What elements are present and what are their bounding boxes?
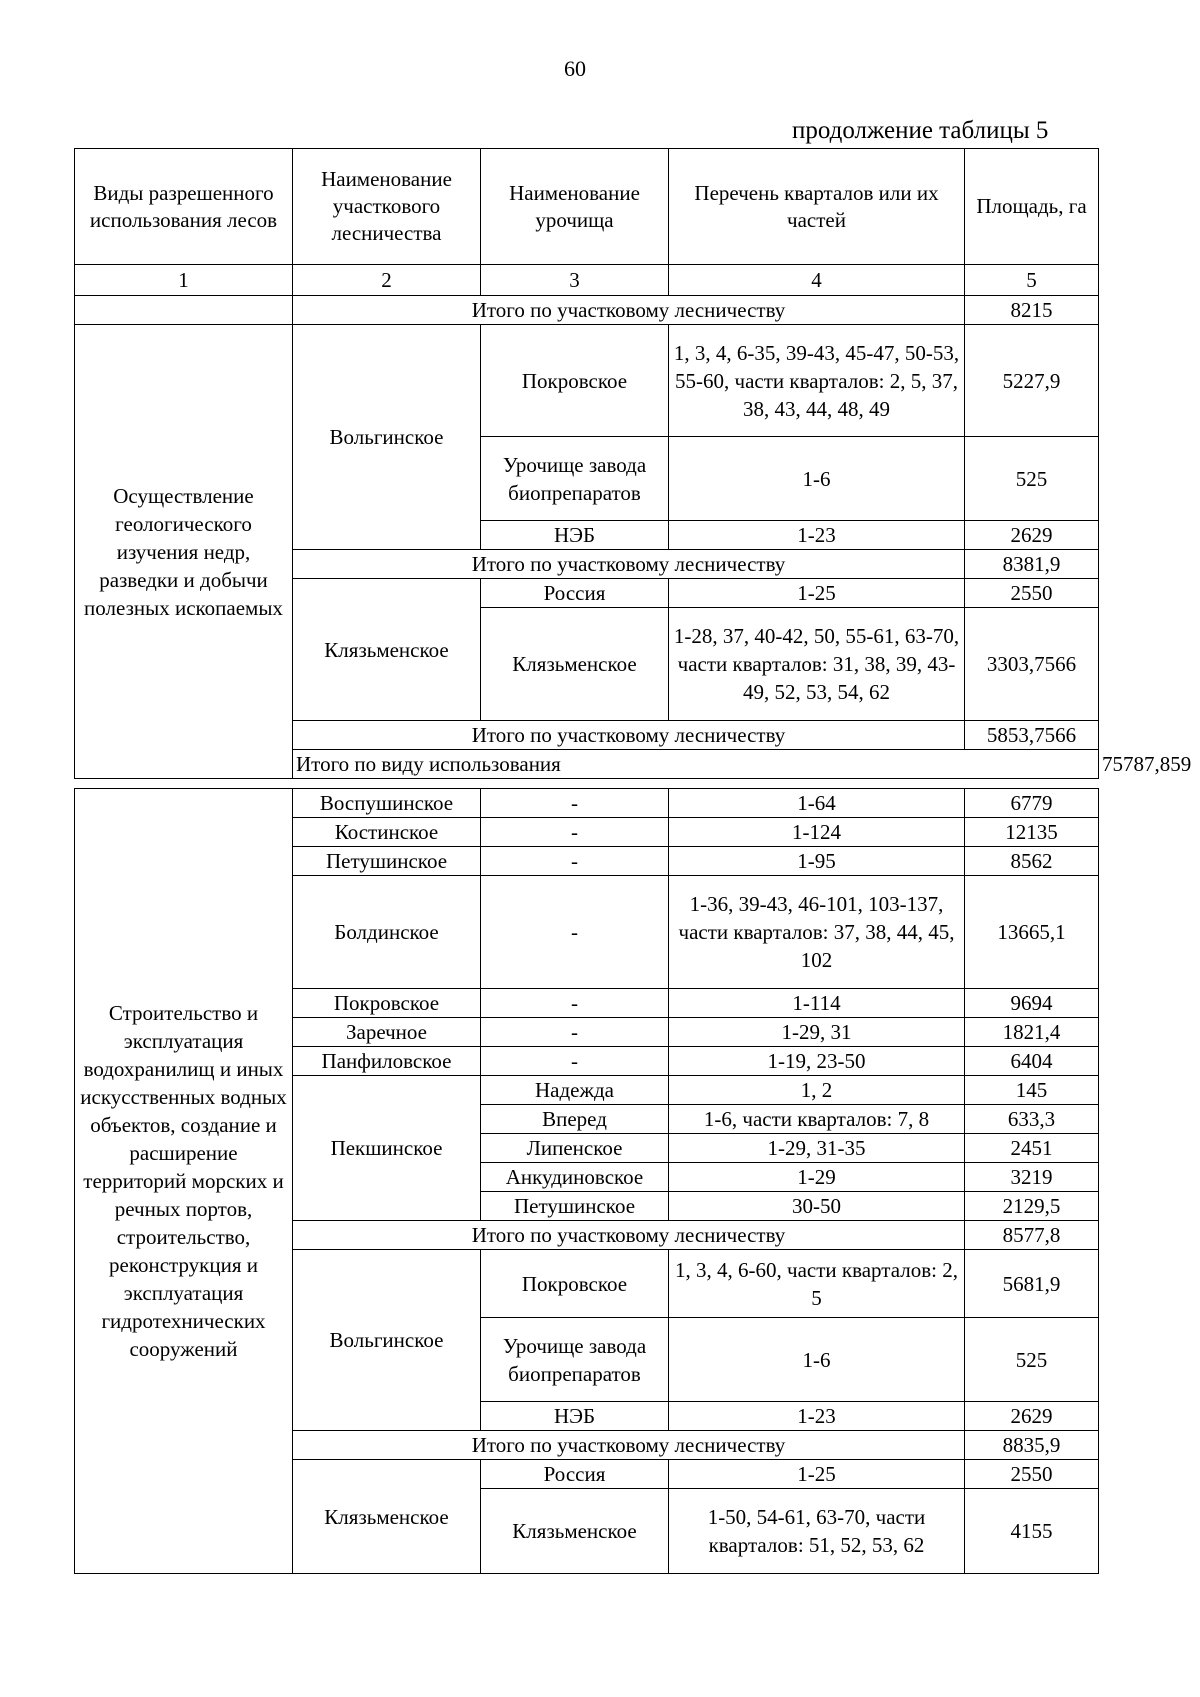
tract-cell: -	[481, 1047, 669, 1076]
subtotal-label: Итого по участковому лесничеству	[293, 1431, 965, 1460]
tract-cell: Вперед	[481, 1105, 669, 1134]
subtotal-label: Итого по участковому лесничеству	[293, 721, 965, 750]
quarters-cell: 1-50, 54-61, 63-70, части кварталов: 51, 52, 53, 62	[669, 1489, 965, 1574]
quarters-cell: 1-25	[669, 1460, 965, 1489]
quarters-cell: 1-23	[669, 1402, 965, 1431]
forestry-cell: Болдинское	[293, 876, 481, 989]
forestry-cell: Петушинское	[293, 847, 481, 876]
forest-use-table	[74, 148, 1192, 779]
tract-cell: -	[481, 789, 669, 818]
column-number-row	[75, 265, 1099, 296]
tract-cell: Урочище завода биопрепаратов	[481, 437, 669, 521]
tract-cell: Анкудиновское	[481, 1163, 669, 1192]
forestry-cell: Заречное	[293, 1018, 481, 1047]
area-cell: 1821,4	[965, 1018, 1099, 1047]
quarters-cell: 1, 3, 4, 6-35, 39-43, 45-47, 50-53, 55-60, части кварталов: 2, 5, 37, 38, 43, 44, 48, 49	[669, 325, 965, 437]
total-label: Итого по виду использования	[293, 750, 1099, 779]
subtotal-value: 8381,9	[965, 550, 1099, 579]
page-number: 60	[564, 56, 586, 81]
area-cell: 2451	[965, 1134, 1099, 1163]
area-cell: 9694	[965, 989, 1099, 1018]
area-cell: 2550	[965, 579, 1099, 608]
tract-cell: -	[481, 818, 669, 847]
quarters-cell: 30-50	[669, 1192, 965, 1221]
forestry-cell: Костинское	[293, 818, 481, 847]
subtotal-value: 8835,9	[965, 1431, 1099, 1460]
forestry-cell: Клязьменское	[293, 1460, 481, 1574]
header-quarters: Перечень кварталов или их частей	[669, 149, 965, 265]
area-cell: 8562	[965, 847, 1099, 876]
forestry-cell: Вольгинское	[293, 1250, 481, 1431]
table-row	[75, 296, 1099, 325]
area-cell: 525	[965, 1318, 1099, 1402]
area-cell: 3219	[965, 1163, 1099, 1192]
subtotal-value: 5853,7566	[965, 721, 1099, 750]
tract-cell: Покровское	[481, 325, 669, 437]
area-cell: 5681,9	[965, 1250, 1099, 1318]
tract-cell: НЭБ	[481, 521, 669, 550]
area-cell: 3303,7566	[965, 608, 1099, 721]
quarters-cell: 1-29	[669, 1163, 965, 1192]
header-area: Площадь, га	[965, 149, 1099, 265]
tract-cell: -	[481, 876, 669, 989]
area-cell: 2629	[965, 521, 1099, 550]
subtotal-label: Итого по участковому лесничеству	[293, 550, 965, 579]
total-row: Итого по виду использования 75787,859	[75, 750, 1099, 779]
area-cell: 2629	[965, 1402, 1099, 1431]
area-cell: 6779	[965, 789, 1099, 818]
tract-cell: Клязьменское	[481, 608, 669, 721]
quarters-cell: 1-6	[669, 437, 965, 521]
quarters-cell: 1, 2	[669, 1076, 965, 1105]
area-cell: 13665,1	[965, 876, 1099, 989]
area-cell: 145	[965, 1076, 1099, 1105]
area-cell: 2129,5	[965, 1192, 1099, 1221]
tract-cell: Покровское	[481, 1250, 669, 1318]
column-number: 2	[293, 265, 481, 296]
quarters-cell: 1-23	[669, 521, 965, 550]
column-number: 5	[965, 265, 1099, 296]
forest-use-table-continued	[74, 788, 1099, 1574]
forestry-cell: Панфиловское	[293, 1047, 481, 1076]
tract-cell: Россия	[481, 1460, 669, 1489]
forestry-cell: Воспушинское	[293, 789, 481, 818]
column-number: 1	[75, 265, 293, 296]
quarters-cell: 1-29, 31	[669, 1018, 965, 1047]
area-cell: 5227,9	[965, 325, 1099, 437]
header-use-type: Виды разрешенного использования лесов	[75, 149, 293, 265]
quarters-cell: 1-95	[669, 847, 965, 876]
tract-cell: Урочище завода биопрепаратов	[481, 1318, 669, 1402]
use-type-cell: Осуществление геологического изучения недр, разведки и добычи полезных ископаемых	[75, 325, 293, 779]
area-cell: 633,3	[965, 1105, 1099, 1134]
forestry-cell: Вольгинское	[293, 325, 481, 550]
forestry-cell: Покровское	[293, 989, 481, 1018]
quarters-cell: 1-6, части кварталов: 7, 8	[669, 1105, 965, 1134]
header-row	[75, 149, 1099, 265]
quarters-cell: 1-124	[669, 818, 965, 847]
tract-cell: -	[481, 989, 669, 1018]
tract-cell: Клязьменское	[481, 1489, 669, 1574]
quarters-cell: 1-114	[669, 989, 965, 1018]
quarters-cell: 1-25	[669, 579, 965, 608]
area-cell: 12135	[965, 818, 1099, 847]
tract-cell: -	[481, 1018, 669, 1047]
table-row	[75, 325, 1099, 437]
quarters-cell: 1-36, 39-43, 46-101, 103-137, части кварталов: 37, 38, 44, 45, 102	[669, 876, 965, 989]
quarters-cell: 1-29, 31-35	[669, 1134, 965, 1163]
tract-cell: Липенское	[481, 1134, 669, 1163]
area-cell: 4155	[965, 1489, 1099, 1574]
table-caption: продолжение таблицы 5	[792, 117, 1049, 144]
column-number: 4	[669, 265, 965, 296]
use-type-cell: Строительство и эксплуатация водохранилищ и иных искусственных водных объектов, создание и расширение территорий морских и речных портов, строительство, реконструкция и эксплуатация гидротехнических сооружений	[75, 789, 293, 1574]
area-cell: 2550	[965, 1460, 1099, 1489]
subtotal-label: Итого по участковому лесничеству	[293, 1221, 965, 1250]
subtotal-label: Итого по участковому лесничеству	[293, 296, 965, 325]
table-row	[75, 789, 1099, 818]
quarters-cell: 1, 3, 4, 6-60, части кварталов: 2, 5	[669, 1250, 965, 1318]
tract-cell: Надежда	[481, 1076, 669, 1105]
quarters-cell: 1-64	[669, 789, 965, 818]
area-cell: 525	[965, 437, 1099, 521]
empty-cell	[75, 296, 293, 325]
area-cell: 6404	[965, 1047, 1099, 1076]
quarters-cell: 1-6	[669, 1318, 965, 1402]
subtotal-value: 8577,8	[965, 1221, 1099, 1250]
header-tract: Наименование урочища	[481, 149, 669, 265]
forestry-cell: Пекшинское	[293, 1076, 481, 1221]
forestry-cell: Клязьменское	[293, 579, 481, 721]
tract-cell: Петушинское	[481, 1192, 669, 1221]
quarters-cell: 1-28, 37, 40-42, 50, 55-61, 63-70, части кварталов: 31, 38, 39, 43-49, 52, 53, 54, 62	[669, 608, 965, 721]
subtotal-value: 8215	[965, 296, 1099, 325]
column-number: 3	[481, 265, 669, 296]
tract-cell: Россия	[481, 579, 669, 608]
header-forestry: Наименование участкового лесничества	[293, 149, 481, 265]
quarters-cell: 1-19, 23-50	[669, 1047, 965, 1076]
tract-cell: -	[481, 847, 669, 876]
tract-cell: НЭБ	[481, 1402, 669, 1431]
